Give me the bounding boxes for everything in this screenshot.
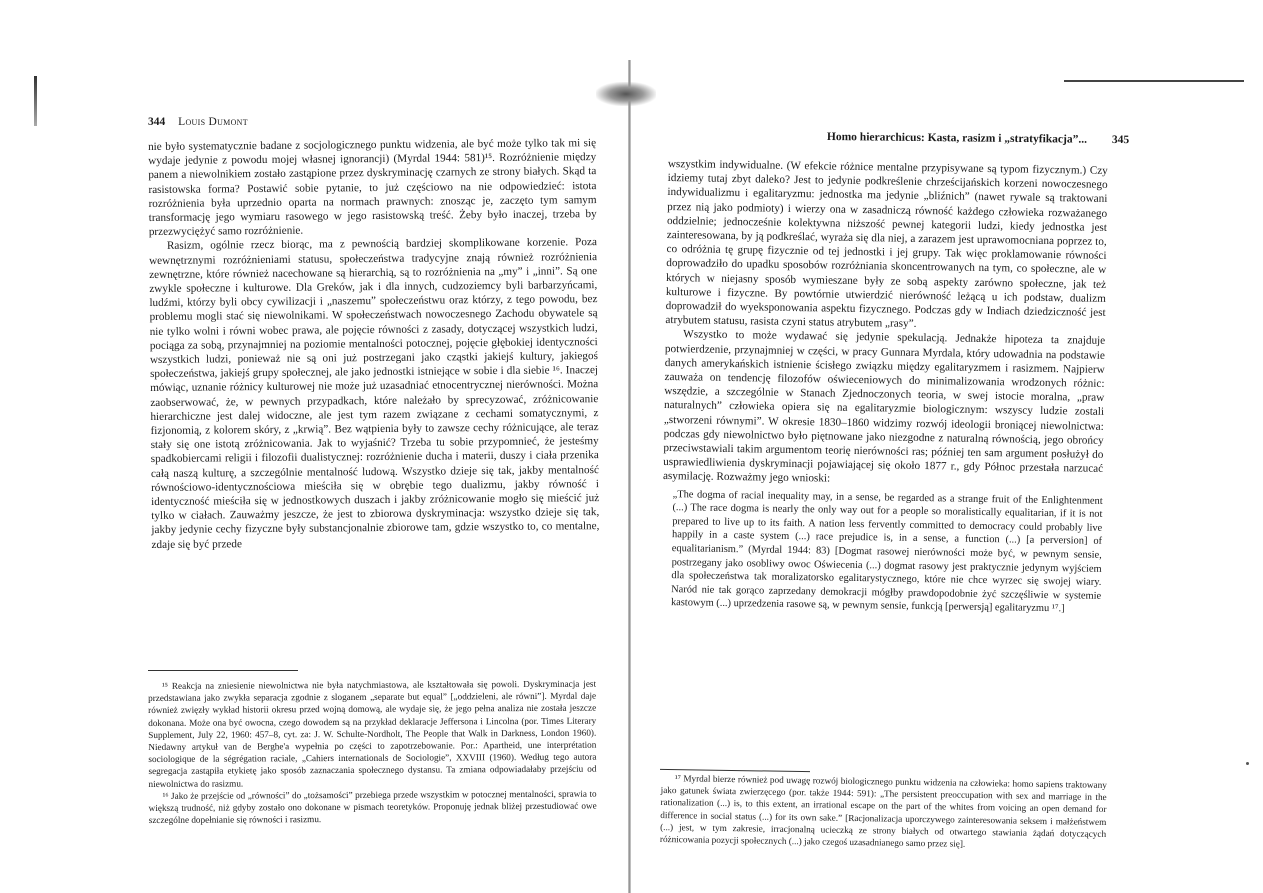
left-footnotes (148, 678, 597, 827)
scan-edge-line (1064, 80, 1244, 82)
scan-edge-dot (1246, 762, 1249, 765)
book-gutter (628, 60, 631, 893)
left-footnote-rule (148, 670, 298, 671)
footnote-17: ¹⁷ Myrdal bierze również pod uwagę rozwój biologicznego punktu widzenia na człowieka: homo sapiens traktowany jako gatunek świata zwierzęcego (por. także 1944: 591): „The persistent preoccupation with sex and marriage in the rationalization (...) is, to this extent, an irrational escape on the part of the whites from voicing an open demand for difference in social status (...) for its own sake.” [Racjonalizacja uporczywego zainteresowania seksem i małżeństwem (...) jest, w tym zakresie, irracjonalną ucieczką ze strony białych od otwartego stawiania żądań dotyczących różnicowania pozycji społecznych (...) jako czegoś uzasadnianego samo przez się]. (659, 773, 1107, 849)
quote-text: „The dogma of racial inequality may, in a sense, be regarded as a strange fruit of the Enlightenment (...) The race dogma is nearly the only way out for a people so moralistically equalitarian, if it is not prepared to live up to its faith. A nation less fervently committed to democracy could probably live happily in a caste system (...) race prejudice is, in a sense, a function (...) [a perversion] of equalitarianism.” (Myrdal 1944: 83) [Dogmat rasowej nierówności może być, w pewnym sensie, postrzegany jako osobliwy owoc Oświecenia (...) dogmat rasowy jest praktycznie jedynym wyjściem dla społeczeństwa tak moralizatorsko egalitarystycznego, które nie chce wyrzec się swojej wiary. Naród nie tak gorąco zaprzedany demokracji mógłby prawdopodobnie żyć szczęśliwie w systemie kastowym (...) uprzedzenia rasowe są, w pewnym sensie, funkcją [perwersją] egalitaryzmu ¹⁷.] (670, 488, 1103, 615)
right-paragraph-2: Wszystko to może wydawać się jedynie spekulacją. Jednakże hipoteza ta znajduje potwierdzenie, przynajmniej w części, w pracy Gunnara Myrdala, który udowadnia na podstawie danych amerykańskich istnienie ścisłego związku między egalitaryzmem i rasizmem. Najpierw zauważa on tendencję filozofów oświeceniowych do minimalizowania wrodzonych różnic: wszędzie, a szczególnie w Stanach Zjednoczonych teoria, w swej istocie moralna, „praw naturalnych” człowieka opiera się na egalitaryzmie biologicznym: wszyscy ludzie zostali „stworzeni równymi”. W okresie 1830–1860 widzimy rozwój ideologii broniącej niewolnictwa: podczas gdy niewolnictwo było piętnowane jako niezgodne z naturalną równością, jego obrońcy przeciwstawiali takim argumentom teorię nierówności ras; później ten sam argument posłużył do usprawiedliwienia dyskryminacji pojawiającej się około 1877 r., gdy Północ przestała narzucać asymilację. Rozważmy jego wnioski: (662, 328, 1106, 486)
footnote-16: ¹⁶ Jako że przejście od „równości” do „tożsamości” przebiega przede wszystkim w potocznej mentalności, sprawia to większą trudność, niż gdyby zostało ono dokonane w pismach teoretyków. Proponuję jednak bliżej przestudiować owe szczególne dopełnianie się równości i rasizmu. (148, 788, 597, 826)
block-quote (671, 488, 1103, 617)
left-body-text (148, 136, 600, 552)
scan-edge-mark (34, 76, 37, 126)
footnote-15: ¹⁵ Reakcja na zniesienie niewolnictwa nie była natychmiastowa, ale kształtowała się powoli. Dyskryminacja jest przedstawiana jako zwykła separacja zgodnie z sloganem „separate but equal” [„oddzieleni, ale równi”]. Myrdal daje również zwięzły wykład historii okresu przed wojną domową, ale wydaje się, że jego pełna analiza nie została jeszcze dokonana. Może ona być owocna, czego dowodem są na przykład deklaracje Jeffersona i Lincolna (por. Times Literary Supplement, July 22, 1960: 457–8, cyt. za: J. W. Schulte-Nordholt, The People that Walk in Darkness, London 1960). Niedawny artykuł van de Berghe'a wypełnia po części to zapotrzebowanie. Por.: Apartheid, une interprétation sociologique de la ségrégation raciale, „Cahiers internationals de Sociologie”, XXVIII (1960). Według tego autora segregacja zastąpiła etykietę jako sposób zaznaczania społecznego dystansu. Ta zmiana odpowiadałaby przejściu od niewolnictwa do rasizmu. (148, 678, 597, 789)
running-head-author: Louis Dumont (178, 116, 248, 128)
left-paragraph-2: Rasizm, ogólnie rzecz biorąc, ma z pewnością bardziej skomplikowane korzenie. Poza wewnętrznymi rozróżnieniami statusu, społeczeństwa tradycyjne znają również rozróżnienia zewnętrzne, które również nacechowane są hierarchią, są to rozróżnienia na „my” i „inni”. Są one zwykle społeczne i kulturowe. Dla Greków, jak i dla innych, cudzoziemcy byli barbarzyńcami, ludźmi, którzy byli obcy cywilizacji i „naszemu” społeczeństwu oraz którzy, z tego powodu, bez problemu mogli stać się niewolnikami. W społeczeństwach nowoczesnego Zachodu obywatele są nie tylko wolni i równi wobec prawa, ale pojęcie równości z zasady, dotyczącej wszystkich ludzi, pociąga za sobą, przynajmniej na poziomie mentalności potocznej, pojęcie głębokiej identyczności wszystkich ludzi, ponieważ nie są oni już postrzegani jako cząstki jakiejś kultury, jakiegoś społeczeństwa, jakiejś grupy społecznej, ale jako jednostki istniejące w sobie i dla siebie ¹⁶. Inaczej mówiąc, uznanie różnicy kulturowej nie może już uzasadniać etnocentrycznej nierówności. Można zaobserwować, że, w pewnych przypadkach, które należało by sprecyzować, zróżnicowanie hierarchiczne jest dalej widoczne, ale jest tym razem związane z cechami somatycznymi, z fizjonomią, z kolorem skóry, z „krwią”. Bez wątpienia były to zawsze cechy różnicujące, ale teraz stały się one istotą zróżnicowania. Jak to wyjaśnić? Trzeba tu sobie przypomnieć, że jesteśmy spadkobiercami religii i filozofii dualistycznej: rozróżnienie ducha i materii, duszy i ciała przenika całą naszą kulturę, a szczególnie mentalność ludową. Wszystko dzieje się tak, jakby mentalność równościowo-identycznościowa mieściła się w obrębie tego dualizmu, jakby równość i identyczność mieściła się w jednostkowych duszach i jakby zróżnicowanie mogło się mieścić już tylko w ciałach. Zauważmy jeszcze, że jest to zbiorowa dyskryminacja: wszystko dzieje się tak, jakby jedynie cechy fizyczne były substancjonalnie zbiorowe tam, gdzie wszystko to, co mentalne, zdaje się być przede (149, 236, 600, 551)
right-footnotes (660, 772, 1107, 852)
running-head-title: Homo hierarchicus: Kasta, rasizm i „stratyfikacja”... (826, 131, 1088, 146)
right-page-number: 345 (1111, 133, 1130, 147)
left-page-number: 344 (148, 116, 166, 128)
left-running-head (148, 116, 248, 128)
right-paragraph-1: wszystkim indywidualne. (W efekcie różnice mentalne przypisywane są typom fizycznym.) Czy idziemy tutaj zbyt daleko? Jest to jedynie podkreślenie chrześcijańskich korzeni nowoczesnego indywidualizmu i egalitaryzmu: jednostka ma jedynie „bliźnich” (nawet rywale są traktowani przez nią jako podmioty) i wierzy ona w zasadniczą równość każdego człowieka rozważanego oddzielnie; jednocześnie kolektywna niższość pewnej kategorii ludzi, kiedy jednostka jest zainteresowana, by ją podkreślać, wyraża się dla niej, a zarazem jest uprawomocniana poprzez to, co odróżnia tę grupę fizycznie od tej jednostki i jej grupy. Tak więc proklamowanie równości doprowadziło do upadku sposobów rozróżniania skoncentrowanych na tym, co społeczne, ale w których w niejasny sposób wymieszane były ze sobą aspekty zarówno społeczne, jak też kulturowe i fizyczne. By powtórnie utwierdzić nierówność leżącą u ich podstaw, dualizm doprowadził do wyeksponowania aspektu fizycznego. Podczas gdy w Indiach dziedziczność jest atrybutem statusu, rasista czyni status atrybutem „rasy”. (665, 157, 1108, 331)
left-paragraph-1: nie było systematycznie badane z socjologicznego punktu widzenia, ale być może tylko tak mi się wydaje jedynie z powodu mojej własnej ignorancji) (Myrdal 1944: 581)¹⁵. Rozróżnienie między panem a niewolnikiem zostało zastąpione przez dyskryminację czarnych ze strony białych. Skąd ta rasistowska forma? Postawić sobie pytanie, to już częściowo na nie odpowiedzieć: istota rozróżnienia była uprzednio oparta na normach prawnych: znosząc je, zaczęto tym samym transformację jego wymiaru rasowego w jego rasistowską treść. Żeby było inaczej, trzeba by przezwyciężyć samo rozróżnienie. (148, 137, 597, 239)
right-body-text (661, 157, 1108, 617)
